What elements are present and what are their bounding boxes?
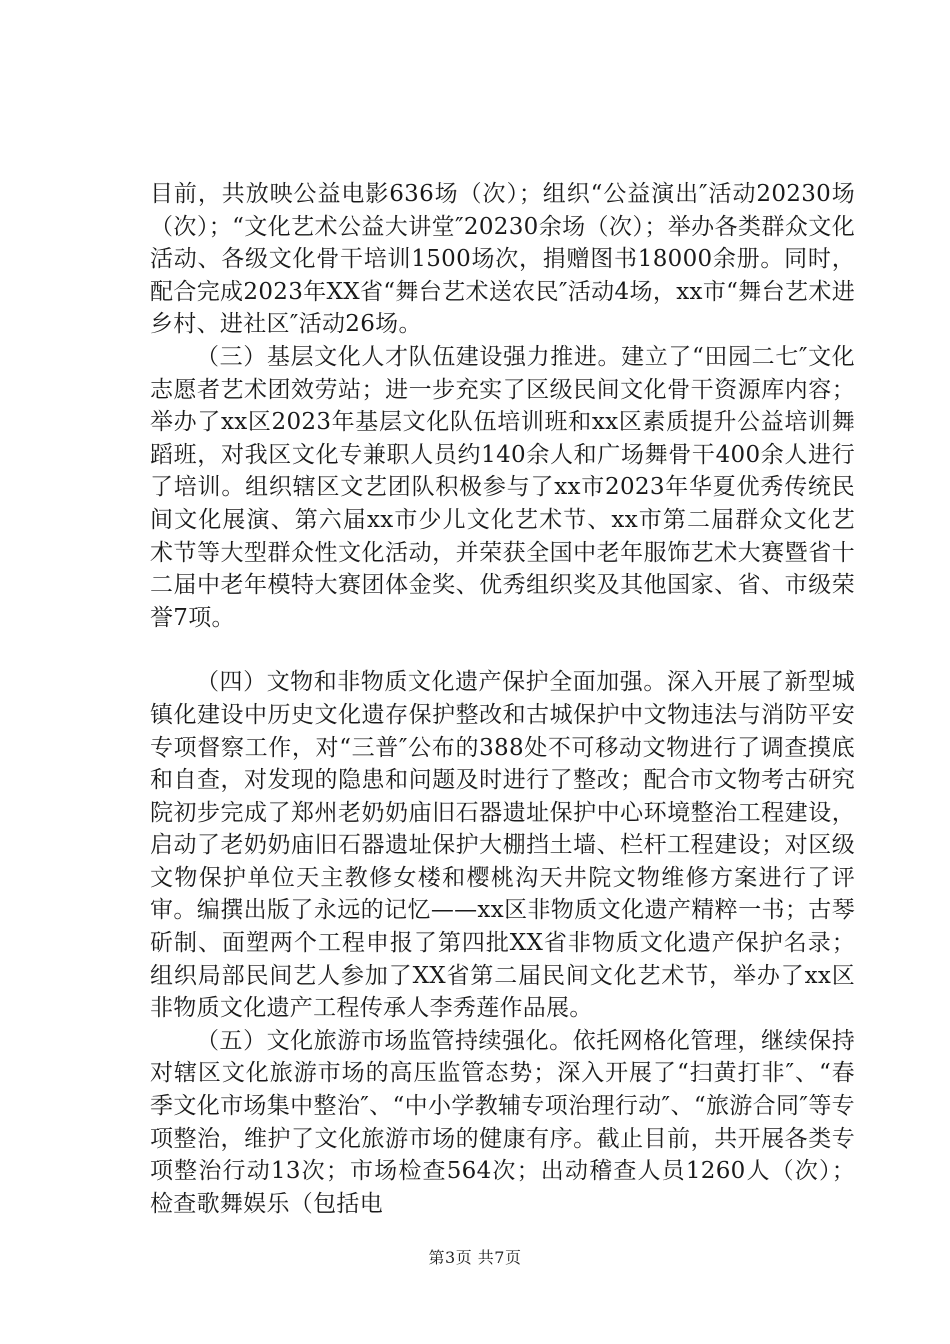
paragraph-section-three: （三）基层文化人才队伍建设强力推进。建立了“田园二七″文化志愿者艺术团效劳站；进一步充实了区级民间文化骨干资源库内容；举办了xx区2023年基层文化队伍培训班和xx区素质提升公益培训舞蹈班，对我区文化专兼职人员约140余人和广场舞骨干400余人进行了培训。组织辖区文艺团队积极参与了xx市2023年华夏优秀传统民间文化展演、第六届xx市少儿文化艺术节、xx市第二届群众文化艺术节等大型群众性文化活动，并荣获全国中老年服饰艺术大赛暨省十二届中老年模特大赛团体金奖、优秀组织奖及其他国家、省、市级荣誉7项。 [150,343,855,631]
paragraph-section-five: （五）文化旅游市场监管持续强化。依托网格化管理，继续保持对辖区文化旅游市场的高压监管态势；深入开展了“扫黄打非″、“春季文化市场集中整治″、“中小学教辅专项治理行动″、“旅游合同″等专项整治，维护了文化旅游市场的健康有序。截止目前，共开展各类专项整治行动13次；市场检查564次；出动稽查人员1260人（次）；检查歌舞娱乐（包括电 [150,1027,855,1217]
document-body [150,178,855,1220]
page-number-footer: 第3页 共7页 [428,1248,522,1267]
paragraph-continuation: 目前，共放映公益电影636场（次）；组织“公益演出″活动20230场（次）；“文化艺术公益大讲堂″20230余场（次）；举办各类群众文化活动、各级文化骨干培训1500场次，捐赠图书18000余册。同时，配合完成2023年XX省“舞台艺术送农民″活动4场，xx市“舞台艺术进乡村、进社区″活动26场。 [150,181,855,338]
paragraph-section-four: （四）文物和非物质文化遗产保护全面加强。深入开展了新型城镇化建设中历史文化遗存保护整改和古城保护中文物违法与消防平安专项督察工作，对“三普″公布的388处不可移动文物进行了调查摸底和自查，对发现的隐患和问题及时进行了整改；配合市文物考古研究院初步完成了郑州老奶奶庙旧石器遗址保护中心环境整治工程建设，启动了老奶奶庙旧石器遗址保护大棚挡土墙、栏杆工程建设；对区级文物保护单位天主教修女楼和樱桃沟天井院文物维修方案进行了评审。编撰出版了永远的记忆——xx区非物质文化遗产精粹一书；古琴斫制、面塑两个工程申报了第四批XX省非物质文化遗产保护名录；组织局部民间艺人参加了XX省第二届民间文化艺术节，举办了xx区非物质文化遗产工程传承人李秀莲作品展。 [150,669,855,1022]
